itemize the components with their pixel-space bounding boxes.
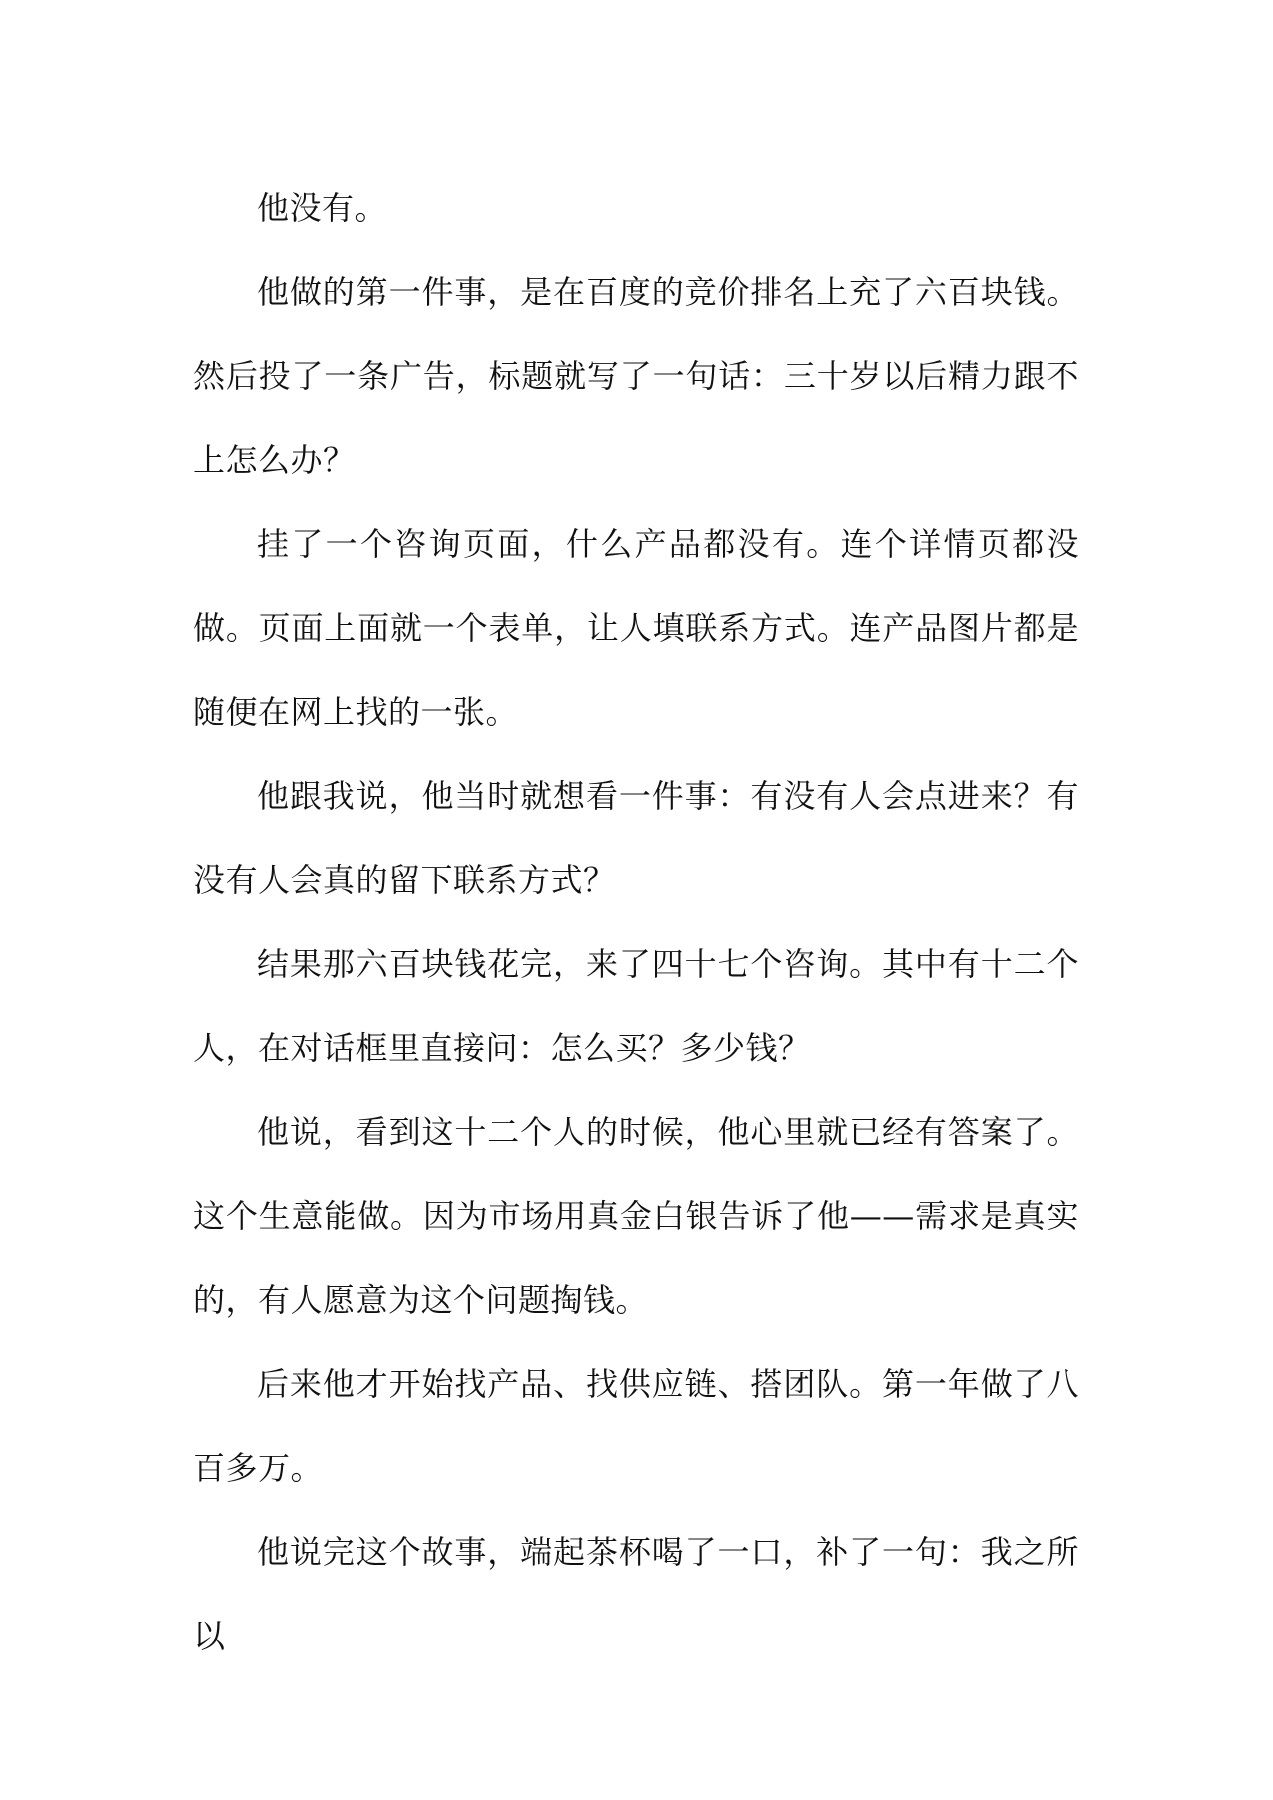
paragraph-5: 结果那六百块钱花完，来了四十七个咨询。其中有十二个人，在对话框里直接问：怎么买？多少钱？ bbox=[193, 945, 1079, 1067]
paragraph-2: 他做的第一件事，是在百度的竞价排名上充了六百块钱。然后投了一条广告，标题就写了一句话：三十岁以后精力跟不上怎么办？ bbox=[193, 273, 1079, 479]
paragraph-3: 挂了一个咨询页面，什么产品都没有。连个详情页都没做。页面上面就一个表单，让人填联系方式。连产品图片都是随便在网上找的一张。 bbox=[193, 525, 1079, 731]
paragraph-4: 他跟我说，他当时就想看一件事：有没有人会点进来？有没有人会真的留下联系方式？ bbox=[193, 777, 1079, 899]
paragraph-7: 后来他才开始找产品、找供应链、搭团队。第一年做了八百多万。 bbox=[193, 1365, 1079, 1487]
paragraph-8: 他说完这个故事，端起茶杯喝了一口，补了一句：我之所以 bbox=[193, 1533, 1079, 1655]
paragraph-1: 他没有。 bbox=[257, 189, 388, 227]
paragraph-6: 他说，看到这十二个人的时候，他心里就已经有答案了。这个生意能做。因为市场用真金白银告诉了他——需求是真实的，有人愿意为这个问题掏钱。 bbox=[193, 1113, 1079, 1319]
body-text bbox=[193, 166, 1079, 1678]
